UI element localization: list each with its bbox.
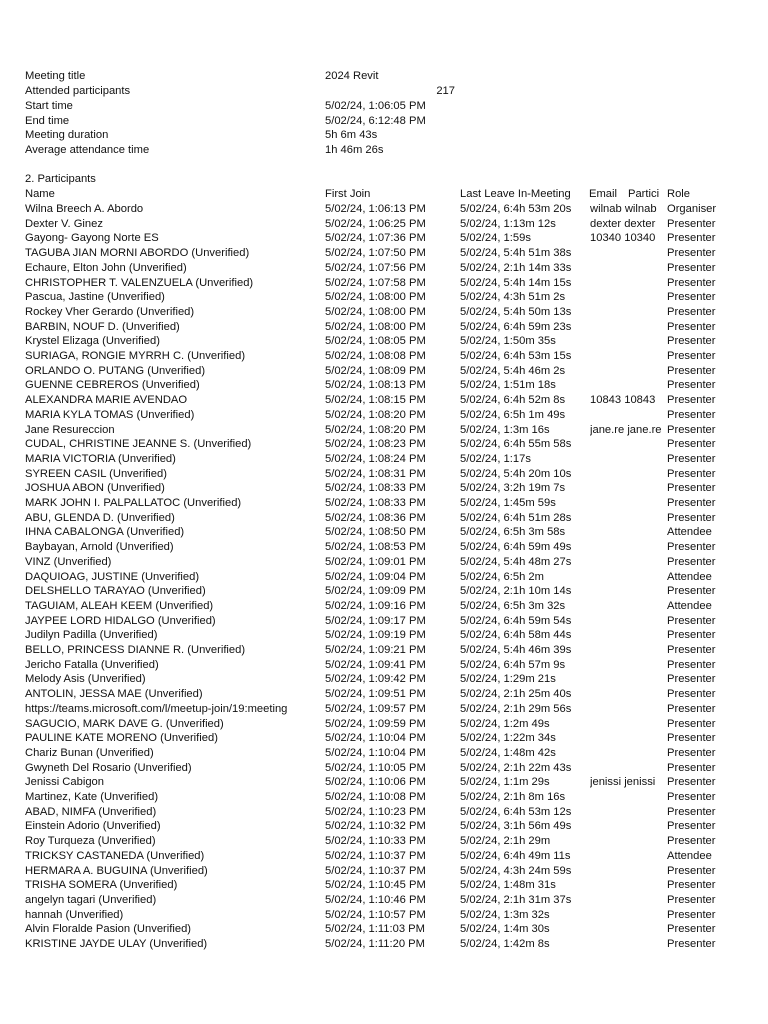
table-row — [0, 231, 768, 246]
table-row — [0, 628, 768, 643]
table-row — [0, 276, 768, 291]
participant-role: Presenter — [667, 658, 716, 671]
participant-last-leave: 5/02/24, 1:51m 18s — [460, 379, 556, 392]
summary-label: End time — [25, 115, 70, 127]
participant-last-leave: 5/02/24, 6:4h 53m 15s — [460, 350, 572, 362]
participant-first-join: 5/02/24, 1:08:05 PM — [325, 335, 426, 348]
participant-last-leave: 5/02/24, 1:59s — [460, 232, 531, 245]
participant-first-join: 5/02/24, 1:08:53 PM — [325, 541, 426, 554]
participant-last-leave: 5/02/24, 3:2h 19m 7s — [460, 482, 566, 495]
participant-role: Presenter — [667, 394, 716, 407]
summary-row-attended-participants — [0, 84, 768, 99]
participant-name: SYREEN CASIL (Unverified) — [25, 467, 167, 480]
participant-last-leave: 5/02/24, 6:4h 52m 8s — [460, 394, 566, 407]
participant-last-leave: 5/02/24, 2:1h 22m 43s — [460, 761, 572, 774]
participant-role: Presenter — [667, 717, 716, 730]
participant-name: Alvin Floralde Pasion (Unverified) — [25, 923, 192, 936]
participant-role: Presenter — [667, 893, 716, 906]
participant-last-leave: 5/02/24, 1:3m 16s — [460, 423, 550, 436]
participant-role: Presenter — [667, 805, 716, 818]
table-row — [0, 790, 768, 805]
summary-row-end-time — [0, 114, 768, 129]
participant-name: Dexter V. Ginez — [25, 217, 103, 230]
participant-role: Presenter — [667, 247, 716, 260]
participant-name: Rockey Vher Gerardo (Unverified) — [25, 305, 195, 318]
participant-role: Presenter — [667, 276, 716, 289]
participant-name: SURIAGA, RONGIE MYRRH C. (Unverified) — [25, 350, 246, 362]
participant-name: MARIA KYLA TOMAS (Unverified) — [25, 408, 195, 421]
participant-last-leave: 5/02/24, 1:17s — [460, 452, 531, 465]
participant-first-join: 5/02/24, 1:07:58 PM — [325, 276, 426, 289]
column-header-first-join: First Join — [325, 188, 371, 200]
participant-first-join: 5/02/24, 1:10:23 PM — [325, 805, 426, 818]
participant-role: Presenter — [667, 644, 716, 656]
participant-first-join: 5/02/24, 1:08:24 PM — [325, 452, 426, 465]
participant-name: Roy Turqueza (Unverified) — [25, 835, 156, 848]
participant-first-join: 5/02/24, 1:09:59 PM — [325, 717, 426, 730]
participant-last-leave: 5/02/24, 6:4h 57m 9s — [460, 658, 566, 671]
participant-last-leave: 5/02/24, 6:4h 53m 20s — [460, 203, 572, 215]
participant-last-leave: 5/02/24, 1:45m 59s — [460, 497, 556, 509]
table-row — [0, 511, 768, 526]
participant-first-join: 5/02/24, 1:08:00 PM — [325, 320, 426, 333]
table-row — [0, 364, 768, 379]
participant-role: Presenter — [667, 938, 716, 950]
participant-role: Presenter — [667, 291, 716, 304]
column-header-participant-id: Partici — [628, 188, 660, 200]
participant-name: hannah (Unverified) — [25, 908, 124, 921]
participant-role: Presenter — [667, 923, 716, 936]
table-row — [0, 614, 768, 629]
participant-role: Presenter — [667, 452, 716, 465]
participant-first-join: 5/02/24, 1:09:09 PM — [325, 585, 426, 598]
participant-role: Presenter — [667, 820, 716, 833]
participant-first-join: 5/02/24, 1:08:15 PM — [325, 394, 426, 407]
summary-row-average-attendance — [0, 143, 768, 158]
section-title: 2. Participants — [25, 173, 96, 185]
participant-name: Martinez, Kate (Unverified) — [25, 791, 159, 803]
participant-last-leave: 5/02/24, 1:2m 49s — [460, 717, 550, 730]
participant-first-join: 5/02/24, 1:09:41 PM — [325, 658, 426, 671]
participant-role: Presenter — [667, 335, 716, 348]
participant-role: Presenter — [667, 864, 716, 877]
participant-first-join: 5/02/24, 1:07:50 PM — [325, 247, 426, 260]
participant-last-leave: 5/02/24, 6:5h 1m 49s — [460, 408, 566, 421]
participant-name: ANTOLIN, JESSA MAE (Unverified) — [25, 688, 203, 701]
participant-name: ORLANDO O. PUTANG (Unverified) — [25, 364, 206, 377]
participant-first-join: 5/02/24, 1:09:19 PM — [325, 629, 426, 642]
table-row — [0, 467, 768, 482]
participant-role: Presenter — [667, 438, 716, 451]
summary-value: 5h 6m 43s — [325, 129, 378, 141]
participants-section-title-row — [0, 172, 768, 187]
participant-role: Presenter — [667, 908, 716, 921]
table-row — [0, 481, 768, 496]
participant-role: Presenter — [667, 791, 716, 803]
summary-value: 5/02/24, 1:06:05 PM — [325, 100, 426, 112]
participant-last-leave: 5/02/24, 6:4h 49m 11s — [460, 849, 571, 862]
participant-name: JOSHUA ABON (Unverified) — [25, 482, 165, 495]
participant-name: Gayong- Gayong Norte ES — [25, 232, 159, 245]
participant-last-leave: 5/02/24, 1:1m 29s — [460, 776, 550, 789]
participant-first-join: 5/02/24, 1:08:20 PM — [325, 408, 426, 421]
participant-name: CUDAL, CHRISTINE JEANNE S. (Unverified) — [25, 438, 252, 451]
participant-name: TAGUBA JIAN MORNI ABORDO (Unverified) — [25, 247, 250, 260]
table-row — [0, 452, 768, 467]
table-row — [0, 305, 768, 320]
table-row — [0, 746, 768, 761]
participant-first-join: 5/02/24, 1:10:08 PM — [325, 791, 426, 803]
participant-first-join: 5/02/24, 1:08:00 PM — [325, 291, 426, 304]
participant-last-leave: 5/02/24, 6:4h 55m 58s — [460, 438, 572, 451]
table-row — [0, 540, 768, 555]
summary-label: Start time — [25, 100, 73, 112]
participant-role: Presenter — [667, 217, 716, 230]
participant-last-leave: 5/02/24, 2:1h 8m 16s — [460, 791, 566, 803]
participant-first-join: 5/02/24, 1:10:06 PM — [325, 776, 426, 789]
participant-name: Krystel Elizaga (Unverified) — [25, 335, 160, 348]
participant-role: Presenter — [667, 629, 716, 642]
participant-last-leave: 5/02/24, 4:3h 24m 59s — [460, 864, 572, 877]
participant-email: dexter dexter — [590, 217, 656, 230]
participant-first-join: 5/02/24, 1:10:37 PM — [325, 849, 426, 862]
participant-first-join: 5/02/24, 1:11:20 PM — [325, 938, 425, 950]
participant-role: Presenter — [667, 746, 716, 759]
participant-last-leave: 5/02/24, 1:3m 32s — [460, 908, 550, 921]
participant-role: Presenter — [667, 732, 716, 745]
column-header-last-leave-in-meeting: Last Leave In-Meeting — [460, 188, 571, 200]
participant-name: DAQUIOAG, JUSTINE (Unverified) — [25, 570, 200, 583]
summary-label: Meeting duration — [25, 129, 109, 141]
table-row — [0, 584, 768, 599]
participant-last-leave: 5/02/24, 6:4h 59m 23s — [460, 320, 572, 333]
participant-first-join: 5/02/24, 1:09:04 PM — [325, 570, 426, 583]
participant-name: Echaure, Elton John (Unverified) — [25, 261, 187, 274]
table-row — [0, 599, 768, 614]
summary-value: 2024 Revit — [325, 70, 379, 82]
table-row — [0, 217, 768, 232]
participant-last-leave: 5/02/24, 2:1h 25m 40s — [460, 688, 572, 701]
table-row — [0, 408, 768, 423]
participant-role: Attendee — [667, 599, 712, 612]
participant-role: Presenter — [667, 379, 716, 392]
participant-last-leave: 5/02/24, 2:1h 29m — [460, 835, 551, 848]
participant-name: TRICKSY CASTANEDA (Unverified) — [25, 849, 205, 862]
participant-last-leave: 5/02/24, 5:4h 51m 38s — [460, 247, 572, 260]
participant-last-leave: 5/02/24, 5:4h 14m 15s — [460, 276, 572, 289]
participant-first-join: 5/02/24, 1:08:20 PM — [325, 423, 426, 436]
participant-last-leave: 5/02/24, 6:4h 51m 28s — [460, 511, 572, 524]
participant-role: Presenter — [667, 511, 716, 524]
participant-last-leave: 5/02/24, 2:1h 29m 56s — [460, 702, 572, 715]
participant-name: Einstein Adorio (Unverified) — [25, 820, 161, 833]
participant-last-leave: 5/02/24, 4:3h 51m 2s — [460, 291, 566, 304]
participant-role: Presenter — [667, 835, 716, 848]
participant-name: VINZ (Unverified) — [25, 555, 112, 568]
participant-role: Organiser — [667, 203, 717, 215]
table-row — [0, 290, 768, 305]
participant-role: Presenter — [667, 305, 716, 318]
participant-last-leave: 5/02/24, 6:4h 59m 49s — [460, 541, 572, 554]
participant-first-join: 5/02/24, 1:09:57 PM — [325, 702, 426, 715]
table-row — [0, 805, 768, 820]
table-row — [0, 525, 768, 540]
participant-first-join: 5/02/24, 1:10:46 PM — [325, 893, 426, 906]
participant-first-join: 5/02/24, 1:10:05 PM — [325, 761, 426, 774]
participant-email: 10843 10843 — [590, 394, 656, 407]
participant-name: GUENNE CEBREROS (Unverified) — [25, 379, 200, 392]
summary-row-start-time — [0, 99, 768, 114]
participant-first-join: 5/02/24, 1:08:33 PM — [325, 497, 426, 509]
participant-last-leave: 5/02/24, 1:29m 21s — [460, 673, 556, 686]
participant-role: Presenter — [667, 761, 716, 774]
table-row — [0, 643, 768, 658]
participant-last-leave: 5/02/24, 3:1h 56m 49s — [460, 820, 572, 833]
participant-first-join: 5/02/24, 1:08:31 PM — [325, 467, 426, 480]
participant-last-leave: 5/02/24, 6:5h 2m — [460, 570, 544, 583]
participant-first-join: 5/02/24, 1:10:33 PM — [325, 835, 426, 848]
participant-first-join: 5/02/24, 1:10:04 PM — [325, 732, 426, 745]
participant-first-join: 5/02/24, 1:08:50 PM — [325, 526, 426, 539]
table-row — [0, 378, 768, 393]
participant-role: Presenter — [667, 585, 716, 598]
participant-last-leave: 5/02/24, 6:4h 58m 44s — [460, 629, 572, 642]
participant-last-leave: 5/02/24, 5:4h 20m 10s — [460, 467, 572, 480]
table-row — [0, 334, 768, 349]
table-row — [0, 672, 768, 687]
table-row — [0, 849, 768, 864]
participant-role: Presenter — [667, 320, 716, 333]
column-header-role: Role — [667, 188, 691, 200]
table-row — [0, 658, 768, 673]
participant-email: jane.re jane.re — [590, 423, 662, 436]
participant-role: Presenter — [667, 408, 716, 421]
summary-value: 1h 46m 26s — [325, 144, 384, 156]
participant-role: Presenter — [667, 232, 716, 245]
participant-name: Baybayan, Arnold (Unverified) — [25, 541, 174, 554]
table-row — [0, 423, 768, 438]
participant-name: ABAD, NIMFA (Unverified) — [25, 805, 157, 818]
participant-last-leave: 5/02/24, 6:4h 59m 54s — [460, 614, 572, 627]
table-row — [0, 437, 768, 452]
participant-first-join: 5/02/24, 1:10:04 PM — [325, 746, 426, 759]
participant-name: Chariz Bunan (Unverified) — [25, 746, 154, 759]
participant-name: ALEXANDRA MARIE AVENDAO — [25, 394, 188, 407]
participant-role: Presenter — [667, 350, 716, 362]
participant-role: Presenter — [667, 555, 716, 568]
participant-name: Judilyn Padilla (Unverified) — [25, 629, 158, 642]
participant-last-leave: 5/02/24, 5:4h 46m 2s — [460, 364, 566, 377]
participant-first-join: 5/02/24, 1:09:42 PM — [325, 673, 426, 686]
participant-role: Attendee — [667, 526, 712, 539]
participant-name: Pascua, Jastine (Unverified) — [25, 291, 165, 304]
participant-name: MARK JOHN I. PALPALLATOC (Unverified) — [25, 497, 242, 509]
participant-role: Presenter — [667, 614, 716, 627]
participant-last-leave: 5/02/24, 2:1h 14m 33s — [460, 261, 572, 274]
participant-first-join: 5/02/24, 1:08:36 PM — [325, 511, 426, 524]
participant-role: Presenter — [667, 423, 716, 436]
participant-name: MARIA VICTORIA (Unverified) — [25, 452, 176, 465]
participant-name: PAULINE KATE MORENO (Unverified) — [25, 732, 218, 745]
summary-label: Meeting title — [25, 70, 86, 82]
participant-role: Presenter — [667, 879, 716, 892]
table-row — [0, 819, 768, 834]
participant-last-leave: 5/02/24, 1:4m 30s — [460, 923, 550, 936]
participant-name: Jericho Fatalla (Unverified) — [25, 658, 159, 671]
participant-email: 10340 10340 — [590, 232, 656, 245]
participant-name: SAGUCIO, MARK DAVE G. (Unverified) — [25, 717, 224, 730]
participant-first-join: 5/02/24, 1:08:33 PM — [325, 482, 426, 495]
table-row — [0, 834, 768, 849]
participant-last-leave: 5/02/24, 1:22m 34s — [460, 732, 556, 745]
participant-role: Presenter — [667, 364, 716, 377]
participant-role: Presenter — [667, 467, 716, 480]
participant-role: Presenter — [667, 702, 716, 715]
participant-name: angelyn tagari (Unverified) — [25, 893, 157, 906]
participant-last-leave: 5/02/24, 1:48m 31s — [460, 879, 556, 892]
participant-role: Presenter — [667, 673, 716, 686]
participant-last-leave: 5/02/24, 2:1h 10m 14s — [460, 585, 572, 598]
participant-last-leave: 5/02/24, 1:48m 42s — [460, 746, 556, 759]
participant-name: https://teams.microsoft.com/l/meetup-join/19:meeting — [25, 702, 288, 715]
participant-first-join: 5/02/24, 1:09:17 PM — [325, 614, 426, 627]
participant-name: DELSHELLO TARAYAO (Unverified) — [25, 585, 206, 598]
participant-last-leave: 5/02/24, 5:4h 46m 39s — [460, 644, 572, 656]
table-row — [0, 717, 768, 732]
participant-first-join: 5/02/24, 1:07:56 PM — [325, 261, 426, 274]
participant-last-leave: 5/02/24, 1:42m 8s — [460, 938, 550, 950]
table-row — [0, 320, 768, 335]
participant-name: BELLO, PRINCESS DIANNE R. (Unverified) — [25, 644, 246, 656]
table-row — [0, 393, 768, 408]
participant-first-join: 5/02/24, 1:06:25 PM — [325, 217, 426, 230]
participant-name: KRISTINE JAYDE ULAY (Unverified) — [25, 938, 208, 950]
participant-first-join: 5/02/24, 1:08:09 PM — [325, 364, 426, 377]
participant-last-leave: 5/02/24, 5:4h 48m 27s — [460, 555, 572, 568]
participant-first-join: 5/02/24, 1:09:16 PM — [325, 599, 426, 612]
table-row — [0, 687, 768, 702]
participant-name: BARBIN, NOUF D. (Unverified) — [25, 320, 180, 333]
table-row — [0, 261, 768, 276]
table-row — [0, 775, 768, 790]
table-row — [0, 570, 768, 585]
table-row — [0, 702, 768, 717]
table-row — [0, 922, 768, 937]
participant-name: Jane Resureccion — [25, 423, 115, 436]
participant-first-join: 5/02/24, 1:10:45 PM — [325, 879, 426, 892]
participant-role: Attendee — [667, 849, 712, 862]
column-header-name: Name — [25, 188, 55, 200]
table-row — [0, 864, 768, 879]
table-row — [0, 908, 768, 923]
participant-name: ABU, GLENDA D. (Unverified) — [25, 511, 175, 524]
table-row — [0, 202, 768, 217]
table-row — [0, 731, 768, 746]
participant-first-join: 5/02/24, 1:09:51 PM — [325, 688, 426, 701]
participant-name: CHRISTOPHER T. VALENZUELA (Unverified) — [25, 276, 254, 289]
table-row — [0, 937, 768, 952]
participant-first-join: 5/02/24, 1:08:08 PM — [325, 350, 426, 362]
participant-role: Presenter — [667, 688, 716, 701]
participant-role: Presenter — [667, 497, 716, 509]
participant-name: Wilna Breech A. Abordo — [25, 203, 144, 215]
participant-name: Jenissi Cabigon — [25, 776, 104, 789]
participant-name: Gwyneth Del Rosario (Unverified) — [25, 761, 192, 774]
participant-first-join: 5/02/24, 1:10:37 PM — [325, 864, 426, 877]
participant-last-leave: 5/02/24, 5:4h 50m 13s — [460, 305, 572, 318]
participant-last-leave: 5/02/24, 1:50m 35s — [460, 335, 556, 348]
participant-role: Attendee — [667, 570, 712, 583]
participant-first-join: 5/02/24, 1:07:36 PM — [325, 232, 426, 245]
participant-name: TRISHA SOMERA (Unverified) — [25, 879, 178, 892]
table-row — [0, 893, 768, 908]
participant-email: jenissi jenissi — [590, 776, 656, 789]
participant-role: Presenter — [667, 482, 716, 495]
participant-name: Melody Asis (Unverified) — [25, 673, 146, 686]
participant-last-leave: 5/02/24, 6:5h 3m 58s — [460, 526, 566, 539]
participant-first-join: 5/02/24, 1:08:23 PM — [325, 438, 426, 451]
column-header-email: Email — [589, 188, 617, 200]
participant-last-leave: 5/02/24, 6:5h 3m 32s — [460, 599, 566, 612]
participant-email: wilnab wilnab — [590, 203, 657, 215]
participants-header-row — [0, 187, 768, 202]
participant-first-join: 5/02/24, 1:10:57 PM — [325, 908, 426, 921]
participant-last-leave: 5/02/24, 2:1h 31m 37s — [460, 893, 572, 906]
participant-last-leave: 5/02/24, 6:4h 53m 12s — [460, 805, 572, 818]
participant-name: HERMARA A. BUGUINA (Unverified) — [25, 864, 208, 877]
summary-row-meeting-duration — [0, 128, 768, 143]
participant-first-join: 5/02/24, 1:08:00 PM — [325, 305, 426, 318]
participant-role: Presenter — [667, 261, 716, 274]
table-row — [0, 878, 768, 893]
participant-first-join: 5/02/24, 1:09:21 PM — [325, 644, 426, 656]
summary-label: Average attendance time — [25, 144, 150, 156]
table-row — [0, 496, 768, 511]
participant-role: Presenter — [667, 776, 716, 789]
table-row — [0, 761, 768, 776]
table-row — [0, 555, 768, 570]
participant-first-join: 5/02/24, 1:09:01 PM — [325, 555, 426, 568]
participant-first-join: 5/02/24, 1:08:13 PM — [325, 379, 426, 392]
participant-first-join: 5/02/24, 1:10:32 PM — [325, 820, 426, 833]
table-row — [0, 246, 768, 261]
table-row — [0, 349, 768, 364]
participant-role: Presenter — [667, 541, 716, 554]
participant-name: IHNA CABALONGA (Unverified) — [25, 526, 185, 539]
participant-last-leave: 5/02/24, 1:13m 12s — [460, 217, 556, 230]
summary-value: 217 — [436, 85, 455, 97]
summary-value: 5/02/24, 6:12:48 PM — [325, 115, 426, 127]
participant-name: JAYPEE LORD HIDALGO (Unverified) — [25, 614, 216, 627]
summary-label: Attended participants — [25, 85, 131, 97]
participant-name: TAGUIAM, ALEAH KEEM (Unverified) — [25, 599, 214, 612]
summary-row-meeting-title — [0, 69, 768, 84]
participant-first-join: 5/02/24, 1:11:03 PM — [325, 923, 425, 936]
participant-first-join: 5/02/24, 1:06:13 PM — [325, 203, 426, 215]
